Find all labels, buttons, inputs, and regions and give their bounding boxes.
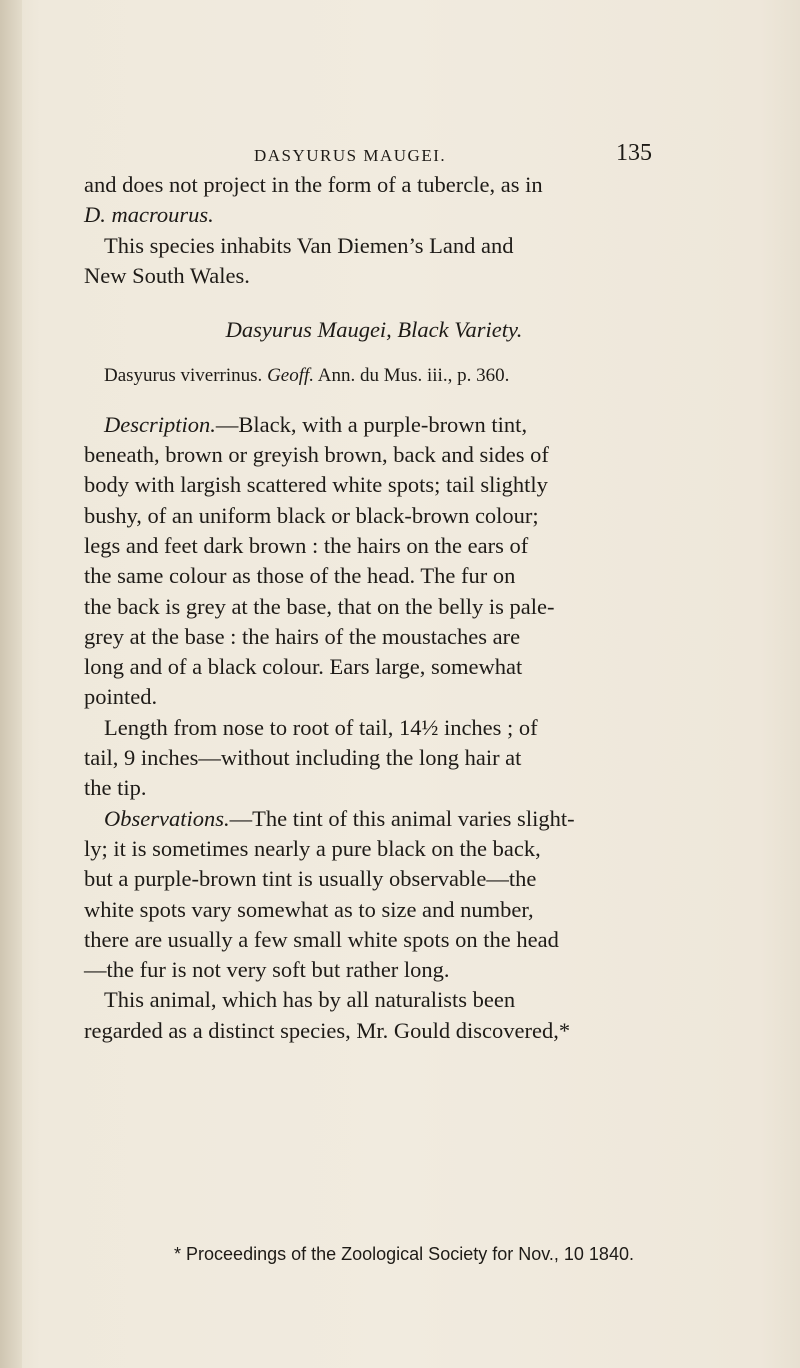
- text-line: long and of a black colour. Ears large, somewhat: [84, 654, 523, 680]
- text-line: This animal, which has by all naturalists been: [104, 987, 516, 1013]
- running-head: DASYURUS MAUGEI.: [254, 146, 447, 165]
- synonym-reference: Ann. du Mus. iii., p. 360.: [317, 365, 510, 387]
- page-header: [254, 140, 654, 170]
- text-line: body with largish scattered white spots; tail slightly: [84, 472, 548, 498]
- text-line: and does not project in the form of a tubercle, as in: [84, 172, 543, 197]
- text-line: Length from nose to root of tail, 14½ inches ; of: [104, 714, 538, 740]
- body-text: [84, 170, 664, 1046]
- footnote: * Proceedings of the Zoological Society for Nov., 10 1840.: [174, 1244, 634, 1264]
- text-line: This species inhabits Van Diemen’s Land and: [104, 232, 514, 258]
- text-line: the back is grey at the base, that on the belly is pale-: [84, 593, 555, 619]
- description-lead: Description.: [104, 411, 216, 437]
- text-line: ly; it is sometimes nearly a pure black on the back,: [84, 835, 541, 861]
- text-line: New South Wales.: [84, 262, 250, 288]
- text-line: bushy, of an uniform black or black-brown colour;: [84, 502, 539, 528]
- synonym-name: Dasyurus viverrinus.: [104, 365, 263, 387]
- description-text: —Black, with a purple-brown tint,: [215, 411, 528, 437]
- text-line: but a purple-brown tint is usually observable—the: [84, 866, 537, 892]
- text-line: [84, 200, 664, 230]
- text-line: regarded as a distinct species, Mr. Gould discovered,*: [84, 1017, 571, 1043]
- text-line: [84, 804, 664, 834]
- text-line: —the fur is not very soft but rather long.: [84, 957, 450, 983]
- observations-text: —The tint of this animal varies slight-: [229, 805, 575, 831]
- synonym-author: Geoff.: [267, 365, 315, 387]
- section-heading: Dasyurus Maugei, Black Variety.: [225, 317, 523, 343]
- observations-lead: Observations.: [104, 805, 230, 831]
- page-number: 135: [616, 140, 652, 166]
- text-line: beneath, brown or greyish brown, back and sides of: [84, 442, 549, 468]
- text-line: legs and feet dark brown : the hairs on the ears of: [84, 532, 529, 558]
- text-line: grey at the base : the hairs of the moustaches are: [84, 623, 521, 649]
- text-line: white spots vary somewhat as to size and number,: [84, 896, 534, 922]
- text-line: there are usually a few small white spots on the head: [84, 926, 559, 952]
- text-line: the same colour as those of the head. The fur on: [84, 563, 516, 589]
- text-line: pointed.: [84, 684, 158, 710]
- page-gutter-shadow: [0, 0, 22, 1368]
- synonym-line: [84, 361, 664, 391]
- text-line: tail, 9 inches—without including the long hair at: [84, 745, 522, 771]
- text-line: the tip.: [84, 775, 147, 801]
- text-line: [84, 410, 664, 440]
- species-reference: D. macrourus.: [84, 202, 214, 228]
